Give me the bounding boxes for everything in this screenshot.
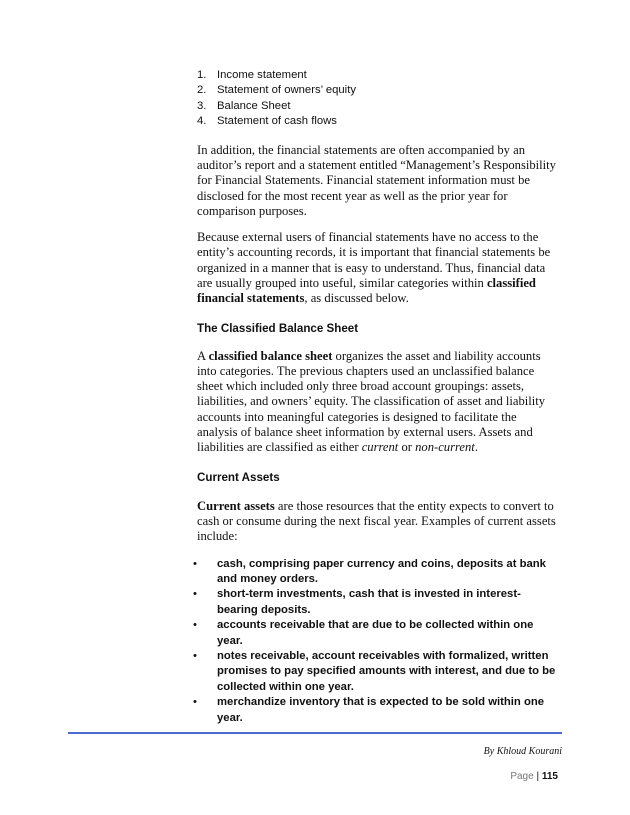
item-text: Income statement [217, 69, 307, 81]
term-current: current [361, 440, 399, 455]
bullet-icon: • [193, 619, 197, 632]
list-item [197, 83, 557, 98]
item-number: 4. [197, 115, 207, 128]
item-text: Balance Sheet [217, 99, 291, 112]
list-item [197, 99, 557, 114]
paragraph-auditors-report: In addition, the financial statements are often accompanied by an auditor’s report and a statement entitled “Management’s Responsibility for Financial Statements. Financial statement information must be disclosed for the most recent year as well as the prior year for comparison purposes. [197, 142, 556, 218]
current-assets-list [193, 557, 557, 726]
item-text: Statement of owners’ equity [217, 84, 356, 97]
list-item: • cash, comprising paper currency and coins, deposits at bank and money orders. [193, 557, 557, 588]
bullet-icon: • [193, 557, 197, 570]
list-item [197, 114, 557, 129]
page-separator: | [536, 771, 540, 782]
item-number: 3. [197, 99, 207, 112]
item-number: 2. [197, 84, 207, 97]
page-content [193, 68, 557, 726]
paragraph-current-assets: Current assets are those resources that the entity expects to convert to cash or consume during the next fiscal year. Examples of current assets include: [197, 498, 556, 544]
statements-list [197, 68, 557, 130]
heading-classified-balance-sheet: The Classified Balance Sheet [197, 321, 359, 335]
page-label: Page [510, 771, 534, 782]
list-item: • short-term investments, cash that is invested in interest-bearing deposits. [193, 587, 557, 618]
heading-current-assets: Current Assets [197, 470, 280, 484]
list-item: • merchandize inventory that is expected to be sold within one year. [193, 695, 557, 726]
term-classified-financial-statements: classified financial statements [197, 276, 536, 306]
paragraph-classified-balance-sheet: A classified balance sheet organizes the asset and liability accounts into categories. The previous chapters used an unclassified balance sheet which included only three broad account groupings: assets, liabilities, and owners’ equity. The classification of asset and liability accounts into meaningful categories is designed to facilitate the analysis of balance sheet information by external users. Assets and liabilities are classified as either current or non-current. [197, 348, 546, 455]
item-text: Statement of cash flows [217, 115, 337, 128]
item-number: 1. [197, 69, 207, 81]
paragraph-external-users: Because external users of financial statements have no access to the entity’s accounting records, it is important that financial statements be organized in a manner that is easy to understand. Thus, financial data are usually grouped into useful, similar categories within classified financial statements, as discussed below. [197, 230, 551, 306]
list-item: • notes receivable, account receivables with formalized, written promises to pay specified amounts with interest, and due to be collected within one year. [193, 649, 557, 695]
bullet-icon: • [193, 696, 197, 709]
term-non-current: non-current [415, 440, 475, 455]
page-number-value: 115 [541, 771, 558, 782]
footer-divider [68, 732, 562, 734]
footer-author: By Khloud Kourani [483, 746, 562, 757]
list-item: • accounts receivable that are due to be collected within one year. [193, 618, 557, 649]
bullet-icon: • [193, 650, 197, 662]
list-item [197, 68, 557, 83]
term-classified-balance-sheet: classified balance sheet [208, 348, 333, 363]
bullet-icon: • [193, 588, 197, 601]
term-current-assets: Current assets [197, 498, 275, 513]
page-number [510, 771, 558, 782]
